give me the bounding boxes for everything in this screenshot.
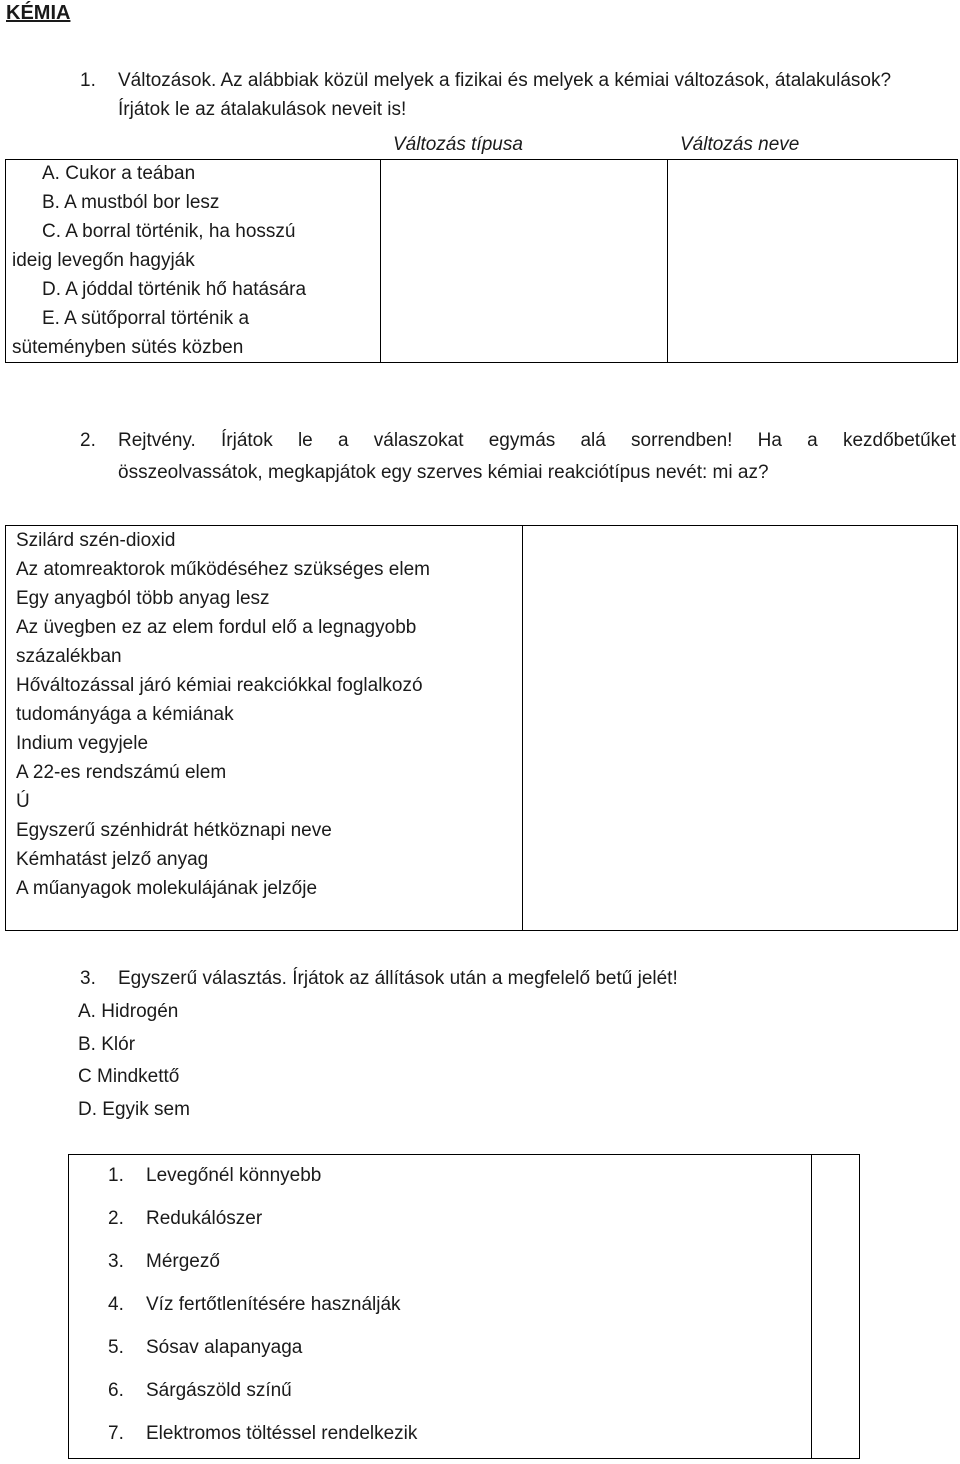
q2-instruction-line1: Rejtvény. Írjátok le a válaszokat egymás alá sorrendben! Ha a kezdőbetűket	[118, 430, 956, 451]
statement-row: 4. Víz fertőtlenítésére használják	[108, 1294, 401, 1315]
column-divider	[522, 526, 523, 930]
statement-row: 1. Levegőnél könnyebb	[108, 1165, 322, 1186]
list-item: E. A sütőporral történik a	[42, 308, 250, 329]
statement-row: 6. Sárgászöld színű	[108, 1380, 292, 1401]
clue-list	[16, 526, 430, 903]
col-header-change-type: Változás típusa	[393, 134, 523, 155]
option-item: A. Hidrogén	[78, 1001, 179, 1022]
list-item: C. A borral történik, ha hosszú	[42, 221, 296, 242]
column-divider	[667, 159, 668, 363]
list-item: ideig levegőn hagyják	[12, 250, 195, 271]
clue-item: Az atomreaktorok működéséhez szükséges elem	[16, 559, 430, 580]
table-bottom-border	[5, 362, 958, 363]
changes-table	[5, 130, 958, 363]
clue-item: Szilárd szén-dioxid	[16, 530, 176, 551]
clue-item: Indium vegyjele	[16, 733, 149, 754]
list-item: D. A jóddal történik hő hatására	[42, 279, 307, 300]
clue-item: Egy anyagból több anyag lesz	[16, 588, 270, 609]
clue-item: Egyszerű szénhidrát hétköznapi neve	[16, 820, 332, 841]
q2-number: 2.	[80, 430, 96, 451]
clue-item: A 22-es rendszámú elem	[16, 762, 227, 783]
page-title: KÉMIA	[6, 2, 71, 24]
statement-row: 5. Sósav alapanyaga	[108, 1337, 303, 1358]
q1-instruction-line1: Változások. Az alábbiak közül melyek a fizikai és melyek a kémiai változások, átalakulások?	[118, 70, 892, 91]
clue-item: Az üvegben ez az elem fordul elő a legnagyobb	[16, 617, 417, 638]
answer-options	[78, 996, 190, 1126]
list-item: A. Cukor a teában	[42, 163, 196, 184]
option-item: B. Klór	[78, 1033, 136, 1055]
list-item: süteményben sütés közben	[12, 337, 244, 358]
clue-item: Kémhatást jelző anyag	[16, 849, 209, 870]
col-header-change-name: Változás neve	[680, 134, 800, 155]
statements-table	[68, 1154, 860, 1459]
table-left-border	[5, 159, 6, 363]
q1-instruction-line2: Írjátok le az átalakulások neveit is!	[118, 99, 407, 120]
q3-instruction: Egyszerű választás. Írjátok az állítások után a megfelelő betű jelét!	[118, 968, 678, 989]
statement-row: 7. Elektromos töltéssel rendelkezik	[108, 1423, 418, 1444]
changes-list	[12, 159, 306, 362]
q1-number: 1.	[80, 70, 96, 91]
q3-number: 3.	[80, 968, 96, 989]
puzzle-table	[5, 525, 958, 931]
statement-row: 2. Redukálószer	[108, 1208, 263, 1229]
option-item: D. Egyik sem	[78, 1098, 190, 1120]
column-divider	[811, 1155, 812, 1458]
clue-item: Hőváltozással járó kémiai reakciókkal foglalkozó	[16, 675, 423, 696]
clue-item: Ú	[16, 791, 30, 812]
table-right-border	[957, 159, 958, 363]
clue-item: A műanyagok molekulájának jelzője	[16, 878, 318, 899]
statement-row: 3. Mérgező	[108, 1251, 220, 1272]
clue-item: tudományága a kémiának	[16, 704, 234, 725]
clue-item: százalékban	[16, 646, 122, 667]
column-divider	[380, 159, 381, 363]
option-item: C Mindkettő	[78, 1066, 180, 1087]
list-item: B. A mustból bor lesz	[42, 192, 220, 213]
q2-instruction-line2: összeolvassátok, megkapjátok egy szerves kémiai reakciótípus nevét: mi az?	[118, 462, 769, 483]
